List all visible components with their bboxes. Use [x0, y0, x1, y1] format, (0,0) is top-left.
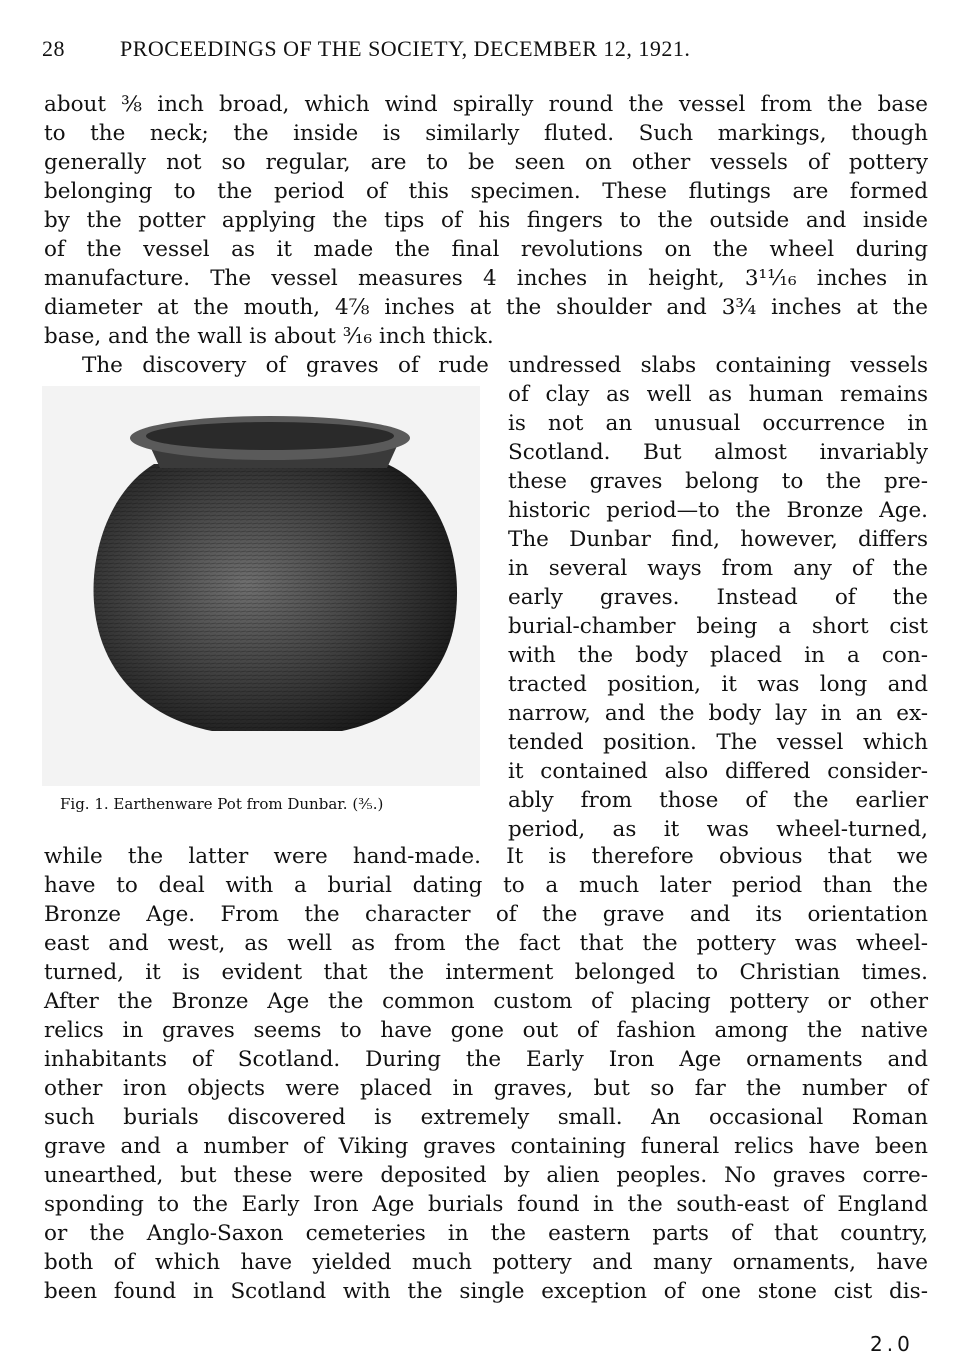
side-line: ably from those of the earlier [508, 788, 928, 813]
side-line: is not an unusual occurrence in [508, 411, 928, 436]
earthenware-pot-image [42, 386, 480, 786]
side-line: historic period—to the Bronze Age. [508, 498, 928, 523]
figure-caption: Fig. 1. Earthenware Pot from Dunbar. (⅗.) [60, 795, 384, 813]
side-line: burial-chamber being a short cist [508, 614, 928, 639]
body-line: relics in graves seems to have gone out of fashion among the native [44, 1018, 928, 1043]
body-line: been found in Scotland with the single exception of one stone cist dis- [44, 1279, 928, 1304]
footer-mark: 2.0 [870, 1332, 914, 1356]
body-line: other iron objects were placed in graves, but so far the number of [44, 1076, 928, 1101]
body-line: to the neck; the inside is similarly fluted. Such markings, though [44, 121, 928, 146]
side-line: it contained also differed consider- [508, 759, 928, 784]
body-line: inhabitants of Scotland. During the Early Iron Age ornaments and [44, 1047, 928, 1072]
side-line: The Dunbar find, however, differs [508, 527, 928, 552]
body-line: have to deal with a burial dating to a much later period than the [44, 873, 928, 898]
body-line: manufacture. The vessel measures 4 inches in height, 3¹¹⁄₁₆ inches in [44, 266, 928, 291]
pot-photograph [42, 386, 480, 786]
body-line: base, and the wall is about ³⁄₁₆ inch thick. [44, 324, 494, 349]
body-line: turned, it is evident that the interment belonged to Christian times. [44, 960, 928, 985]
body-line: generally not so regular, are to be seen on other vessels of pottery [44, 150, 928, 175]
body-line: belonging to the period of this specimen. These flutings are formed [44, 179, 928, 204]
body-line: diameter at the mouth, 4⅞ inches at the shoulder and 3¾ inches at the [44, 295, 928, 320]
body-line: such burials discovered is extremely small. An occasional Roman [44, 1105, 928, 1130]
body-line: by the potter applying the tips of his fingers to the outside and inside [44, 208, 928, 233]
body-line: about ⅜ inch broad, which wind spirally round the vessel from the base [44, 92, 928, 117]
body-line: unearthed, but these were deposited by alien peoples. No graves corre- [44, 1163, 928, 1188]
body-line: After the Bronze Age the common custom of placing pottery or other [44, 989, 928, 1014]
side-line: tracted position, it was long and [508, 672, 928, 697]
body-line: both of which have yielded much pottery and many ornaments, have [44, 1250, 928, 1275]
body-line: Bronze Age. From the character of the grave and its orientation [44, 902, 928, 927]
body-line: or the Anglo-Saxon cemeteries in the eastern parts of that country, [44, 1221, 928, 1246]
side-line: in several ways from any of the [508, 556, 928, 581]
side-line: early graves. Instead of the [508, 585, 928, 610]
body-line: grave and a number of Viking graves containing funeral relics have been [44, 1134, 928, 1159]
side-line: tended position. The vessel which [508, 730, 928, 755]
side-line: period, as it was wheel-turned, [508, 817, 928, 842]
body-line: sponding to the Early Iron Age burials found in the south-east of England [44, 1192, 928, 1217]
side-line: with the body placed in a con- [508, 643, 928, 668]
body-line: east and west, as well as from the fact that the pottery was wheel- [44, 931, 928, 956]
body-line: while the latter were hand-made. It is therefore obvious that we [44, 844, 928, 869]
body-line: of the vessel as it made the final revolutions on the wheel during [44, 237, 928, 262]
side-line: these graves belong to the pre- [508, 469, 928, 494]
paragraph-start-line: The discovery of graves of rude undressed slabs containing vessels [82, 353, 928, 378]
running-title: PROCEEDINGS OF THE SOCIETY, DECEMBER 12, 1921. [120, 36, 691, 61]
page-number: 28 [42, 36, 65, 61]
running-header [42, 36, 922, 62]
side-line: of clay as well as human remains [508, 382, 928, 407]
side-line: Scotland. But almost invariably [508, 440, 928, 465]
side-line: narrow, and the body lay in an ex- [508, 701, 928, 726]
